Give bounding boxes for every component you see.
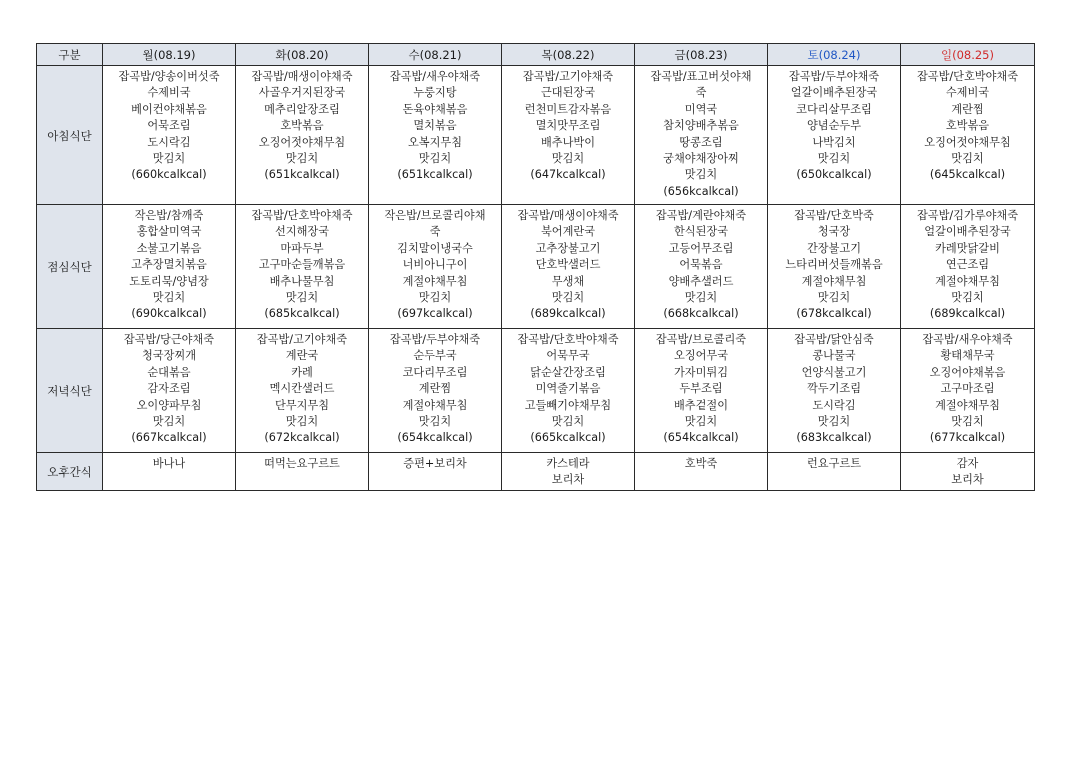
menu-item: 감자조림 [147, 382, 191, 396]
menu-item: 마파두부 [280, 241, 324, 255]
menu-item: 보리차 [551, 473, 585, 487]
menu-item: 궁채야채장아찌 [663, 152, 739, 166]
day-header-tue: 화(08.20) [236, 44, 369, 66]
menu-cell-mon [103, 66, 236, 205]
menu-item: 바나나 [152, 457, 186, 470]
menu-item: (683kcalkcal) [796, 431, 872, 445]
menu-cell-sat [768, 329, 901, 453]
menu-item: 보리차 [951, 473, 984, 487]
menu-item: 잡곡밥/단호박죽 [794, 209, 874, 222]
weekly-menu-table [36, 43, 1035, 491]
menu-item: 잡곡밥/단호박야채죽 [517, 333, 619, 346]
menu-item: 멕시칸샐러드 [269, 382, 335, 396]
menu-item: 잡곡밥/단호박야채죽 [916, 70, 1019, 83]
menu-item: 언양식불고기 [801, 365, 867, 379]
menu-item: 근대된장국 [540, 86, 596, 100]
menu-cell-thu [502, 66, 635, 205]
menu-item: (651kcalkcal) [264, 168, 340, 182]
menu-item: 메추리알장조림 [264, 102, 340, 116]
menu-item: 미역줄기볶음 [535, 382, 601, 396]
menu-item: 고구마조림 [940, 382, 995, 396]
menu-item: 잡곡밥/김가루야채죽 [916, 209, 1019, 222]
breakfast-row [37, 66, 1035, 205]
menu-item: 사골우거지된장국 [258, 86, 346, 100]
menu-item: 연근조림 [945, 258, 990, 272]
lunch-row [37, 205, 1035, 329]
day-header-sat: 토(08.24) [768, 44, 901, 66]
menu-item: 맛김치 [684, 168, 718, 182]
menu-item: 고들빼기야채무침 [524, 398, 612, 412]
menu-cell-tue [236, 66, 369, 205]
day-header-sun: 일(08.25) [901, 44, 1035, 66]
menu-cell-thu [502, 453, 635, 491]
menu-item: (654kcalkcal) [663, 431, 739, 445]
day-header-mon: 월(08.19) [103, 44, 236, 66]
menu-cell-thu [502, 205, 635, 329]
menu-item: 호박볶음 [945, 119, 990, 133]
menu-item: 콩나물국 [812, 349, 856, 363]
menu-item: 얼갈이배추된장국 [924, 225, 1011, 239]
menu-item: 맛김치 [817, 291, 851, 305]
menu-item: 잡곡밥/고기야채죽 [256, 333, 348, 346]
menu-item: 맛김치 [951, 152, 984, 166]
menu-item: (654kcalkcal) [397, 431, 473, 445]
meal-label: 오후간식 [37, 453, 103, 491]
menu-item: 맛김치 [817, 152, 851, 166]
menu-item: 카스테라 [546, 457, 590, 470]
menu-item: 고구마순들깨볶음 [258, 258, 346, 272]
menu-item: 멸치맛무조림 [535, 119, 601, 133]
menu-item: 청국장찌개 [141, 349, 197, 363]
day-header-wed: 수(08.21) [369, 44, 502, 66]
menu-item: (678kcalkcal) [796, 307, 872, 321]
menu-item: 배추나물무침 [269, 274, 335, 288]
menu-item: 닭순살간장조림 [530, 365, 606, 379]
menu-item: 맛김치 [817, 415, 851, 429]
menu-item: 선지해장국 [274, 225, 330, 239]
menu-item: 계란찜 [951, 102, 984, 116]
menu-item: 깍두기조림 [806, 382, 862, 396]
menu-item: 수제비국 [945, 86, 990, 100]
menu-item: 떠먹는요구르트 [264, 457, 340, 470]
menu-item: 맛김치 [418, 291, 452, 305]
menu-item: 순두부국 [413, 349, 457, 363]
menu-item: 잡곡밥/계란야채죽 [655, 209, 747, 222]
menu-item: 잡곡밥/당근야채죽 [123, 333, 215, 346]
menu-item: 오징어무국 [673, 349, 729, 363]
menu-item: 한식된장국 [673, 225, 729, 239]
menu-item: 단호박샐러드 [535, 258, 601, 272]
meal-label: 아침식단 [37, 66, 103, 205]
menu-item: 맛김치 [152, 291, 186, 305]
menu-item: (677kcalkcal) [929, 431, 1006, 445]
header-row [37, 44, 1035, 66]
menu-item: 느타리버섯들깨볶음 [785, 258, 883, 272]
menu-item: 참치양배추볶음 [663, 119, 739, 133]
menu-item: (656kcalkcal) [663, 184, 739, 198]
menu-item: (645kcalkcal) [929, 168, 1006, 182]
menu-item: (667kcalkcal) [131, 431, 207, 445]
menu-item: 너비아니구이 [402, 258, 468, 272]
menu-item: 잡곡밥/고기야채죽 [522, 70, 614, 83]
menu-item: (651kcalkcal) [397, 168, 473, 182]
menu-item: 오징어젓야채무침 [924, 135, 1011, 149]
menu-item: 잡곡밥/매생이야채죽 [517, 209, 619, 222]
dinner-row [37, 329, 1035, 453]
menu-cell-sun [901, 66, 1035, 205]
menu-cell-wed [369, 205, 502, 329]
menu-item: (672kcalkcal) [264, 431, 340, 445]
menu-cell-sat [768, 453, 901, 491]
snack-row [37, 453, 1035, 491]
menu-cell-wed [369, 329, 502, 453]
menu-item: 코다리살무조림 [796, 102, 872, 116]
menu-item: 도시락김 [147, 135, 191, 149]
day-header-fri: 금(08.23) [635, 44, 768, 66]
menu-item: 양배추샐러드 [668, 274, 734, 288]
menu-item: 베이컨야채볶음 [131, 102, 207, 116]
menu-item: 도시락김 [812, 398, 856, 412]
menu-item: 청국장 [817, 225, 851, 239]
menu-item: 잡곡밥/닭안심죽 [794, 333, 874, 346]
menu-item: 나박김치 [812, 135, 856, 149]
day-header-thu: 목(08.22) [502, 44, 635, 66]
menu-item: 단무지무침 [274, 398, 330, 412]
menu-item: 계절야채무침 [402, 274, 468, 288]
menu-item: 죽 [695, 86, 707, 100]
menu-cell-fri [635, 66, 768, 205]
meal-label: 점심식단 [37, 205, 103, 329]
menu-item: 오이양파무침 [136, 398, 202, 412]
menu-item: 맛김치 [684, 291, 718, 305]
menu-cell-fri [635, 205, 768, 329]
menu-item: 누룽지탕 [413, 86, 457, 100]
menu-item: 오복지무침 [407, 135, 463, 149]
menu-item: 죽 [429, 225, 441, 239]
menu-cell-thu [502, 329, 635, 453]
menu-cell-mon [103, 453, 236, 491]
menu-item: 김치말이냉국수 [397, 241, 473, 255]
menu-item: 잡곡밥/단호박야채죽 [251, 209, 353, 222]
menu-item: 순대볶음 [147, 365, 191, 379]
menu-item: 고추장멸치볶음 [131, 258, 207, 272]
menu-item: 증편+보리차 [403, 457, 467, 470]
menu-item: 맛김치 [285, 291, 319, 305]
menu-item: 잡곡밥/표고버섯야채 [650, 70, 752, 83]
menu-item: 계절야채무침 [935, 274, 1000, 288]
menu-item: 잡곡밥/새우야채죽 [389, 70, 481, 83]
menu-item: 카레 [291, 365, 313, 379]
menu-item: 황태채무국 [940, 349, 995, 363]
menu-item: (685kcalkcal) [264, 307, 340, 321]
menu-item: 맛김치 [551, 152, 585, 166]
menu-item: 수제비국 [147, 86, 191, 100]
menu-item: 무생채 [551, 274, 585, 288]
menu-item: 미역국 [684, 102, 718, 116]
menu-item: 배추겉절이 [673, 398, 729, 412]
menu-item: 계절야채무침 [801, 274, 867, 288]
menu-item: 계절야채무침 [402, 398, 468, 412]
menu-item: 고추장불고기 [535, 241, 601, 255]
menu-cell-tue [236, 329, 369, 453]
menu-item: 오징어야채볶음 [929, 365, 1006, 379]
menu-cell-tue [236, 205, 369, 329]
menu-item: 호박죽 [684, 457, 718, 470]
menu-item: 땅콩조림 [679, 135, 723, 149]
menu-item: 맛김치 [951, 291, 984, 305]
menu-cell-wed [369, 453, 502, 491]
menu-item: 작은밥/브로콜리야채 [384, 209, 486, 222]
menu-cell-mon [103, 205, 236, 329]
menu-item: 잡곡밥/새우야채죽 [922, 333, 1013, 346]
menu-item: 호박볶음 [280, 119, 324, 133]
menu-item: 간장불고기 [806, 241, 862, 255]
menu-item: (690kcalkcal) [131, 307, 207, 321]
menu-item: 작은밥/참깨죽 [134, 209, 204, 222]
menu-item: (665kcalkcal) [530, 431, 606, 445]
menu-item: 카레맛닭갈비 [935, 241, 1000, 255]
menu-item: 잡곡밥/두부야채죽 [788, 70, 880, 83]
menu-item: 런천미트감자볶음 [524, 102, 612, 116]
menu-item: 맛김치 [285, 415, 319, 429]
menu-item: 계란국 [285, 349, 319, 363]
menu-item: (647kcalkcal) [530, 168, 606, 182]
menu-item: 도토리묵/양념장 [129, 274, 209, 288]
menu-item: 돈육야채볶음 [402, 102, 468, 116]
menu-item: 멸치볶음 [413, 119, 457, 133]
menu-item: 코다리무조림 [402, 365, 468, 379]
menu-item: 잡곡밥/두부야채죽 [389, 333, 481, 346]
meal-label: 저녁식단 [37, 329, 103, 453]
menu-item: 오징어젓야채무침 [258, 135, 346, 149]
menu-cell-mon [103, 329, 236, 453]
menu-cell-sat [768, 205, 901, 329]
menu-item: (689kcalkcal) [929, 307, 1006, 321]
menu-item: 고등어무조림 [668, 241, 734, 255]
menu-item: 맛김치 [551, 291, 585, 305]
menu-item: 잡곡밥/매생이야채죽 [251, 70, 353, 83]
menu-cell-fri [635, 329, 768, 453]
menu-item: 잡곡밥/브로콜리죽 [655, 333, 747, 346]
menu-cell-sun [901, 205, 1035, 329]
menu-item: 맛김치 [551, 415, 585, 429]
menu-item: 북어계란국 [540, 225, 596, 239]
menu-item: 맛김치 [152, 152, 186, 166]
menu-item: 소불고기볶음 [136, 241, 202, 255]
menu-item: 어묵조림 [147, 119, 191, 133]
menu-item: (697kcalkcal) [397, 307, 473, 321]
menu-item: 런요구르트 [806, 457, 862, 470]
menu-item: 감자 [956, 457, 979, 470]
menu-item: (650kcalkcal) [796, 168, 872, 182]
menu-cell-fri [635, 453, 768, 491]
menu-item: 맛김치 [152, 415, 186, 429]
menu-cell-tue [236, 453, 369, 491]
menu-item: (689kcalkcal) [530, 307, 606, 321]
menu-item: 잡곡밥/양송이버섯죽 [118, 70, 220, 83]
category-header: 구분 [37, 44, 103, 66]
menu-item: 어묵무국 [546, 349, 590, 363]
menu-item: 맛김치 [684, 415, 718, 429]
menu-item: 어묵볶음 [679, 258, 723, 272]
menu-cell-sun [901, 453, 1035, 491]
menu-item: 맛김치 [418, 415, 452, 429]
menu-item: (660kcalkcal) [131, 168, 207, 182]
menu-item: 계절야채무침 [935, 398, 1000, 412]
menu-item: 홍합살미역국 [136, 225, 202, 239]
menu-item: (668kcalkcal) [663, 307, 739, 321]
menu-item: 가자미튀김 [673, 365, 729, 379]
menu-item: 두부조림 [679, 382, 723, 396]
menu-cell-sat [768, 66, 901, 205]
menu-item: 양념순두부 [806, 119, 862, 133]
menu-item: 맛김치 [285, 152, 319, 166]
menu-cell-wed [369, 66, 502, 205]
menu-item: 맛김치 [418, 152, 452, 166]
menu-cell-sun [901, 329, 1035, 453]
menu-item: 맛김치 [951, 415, 984, 429]
menu-item: 얼갈이배추된장국 [790, 86, 878, 100]
menu-item: 계란찜 [418, 382, 452, 396]
menu-item: 배추나박이 [540, 135, 596, 149]
